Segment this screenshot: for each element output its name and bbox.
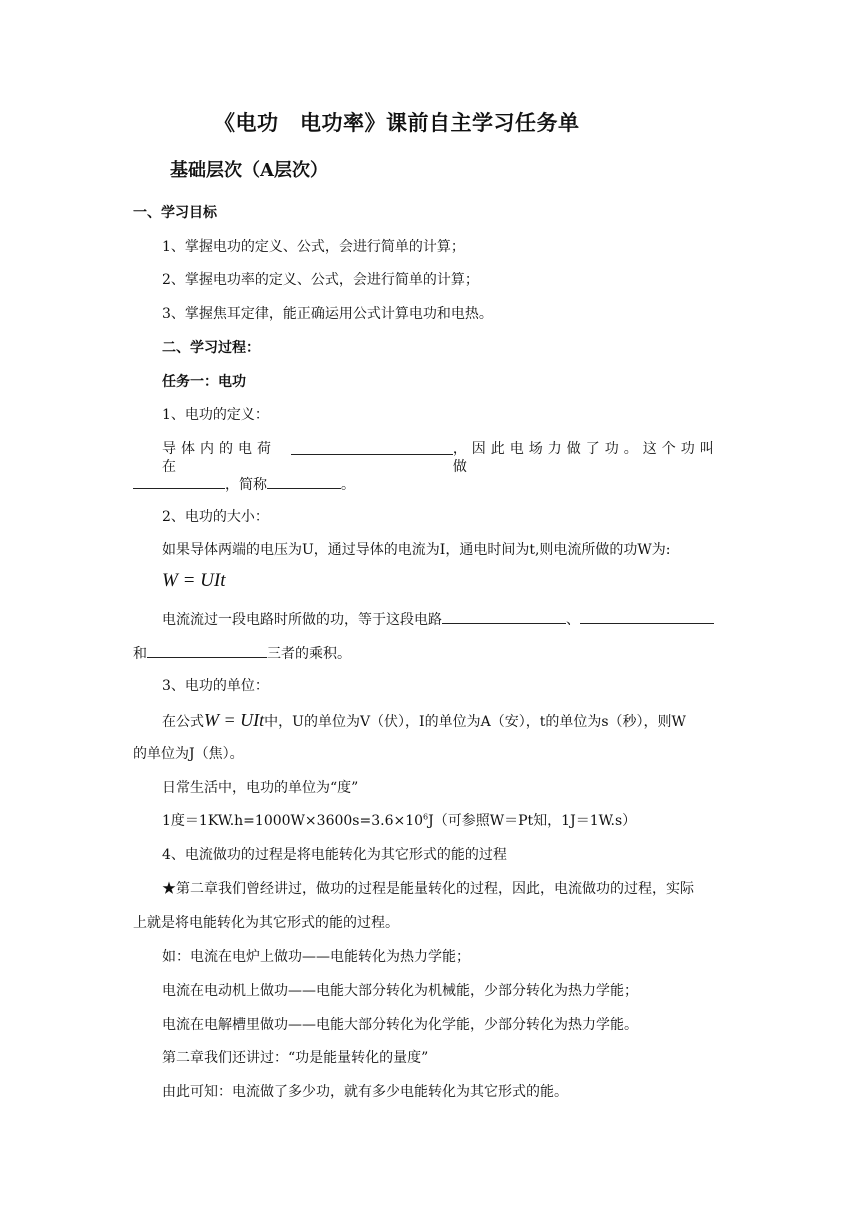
size-text-a: 电流流过一段电路时所做的功，等于这段电路 bbox=[162, 612, 442, 628]
unit-title: 3、电功的单位： bbox=[162, 678, 269, 694]
goal-item-1: 1、掌握电功的定义、公式，会进行简单的计算； bbox=[162, 239, 465, 255]
example-1: 如：电流在电炉上做功——电能转化为热力学能； bbox=[162, 949, 470, 965]
level-heading: 基础层次（A层次） bbox=[170, 160, 328, 181]
definition-text-d: 。 bbox=[341, 477, 355, 493]
definition-title: 1、电功的定义： bbox=[162, 407, 269, 423]
definition-text-b: ，因此电场力做了功。这个功叫做 bbox=[452, 441, 719, 475]
degree-conversion bbox=[162, 812, 636, 830]
degree-text-b: J（可参照W＝Pt知，1J＝1W.s） bbox=[428, 813, 637, 829]
size-description: 如果导体两端的电压为U，通过导体的电流为I，通电时间为t,则电流所做的功W为: bbox=[162, 542, 671, 558]
size-title: 2、电功的大小： bbox=[162, 509, 269, 525]
definition-blank-2[interactable] bbox=[133, 474, 225, 489]
definition-blank-3[interactable] bbox=[267, 474, 341, 489]
conclusion: 由此可知：电流做了多少功，就有多少电能转化为其它形式的能。 bbox=[162, 1084, 568, 1100]
unit-line-2: 的单位为J（焦）。 bbox=[133, 746, 244, 762]
size-line-1 bbox=[162, 609, 714, 629]
page-title: 《电功 电功率》课前自主学习任务单 bbox=[214, 110, 580, 135]
measure-statement: 第二章我们还讲过：“功是能量转化的量度” bbox=[162, 1050, 429, 1066]
definition-text-c: ，简称 bbox=[225, 477, 267, 493]
degree-text-a: 1度＝1KW.h=1000W×3600s=3.6×10 bbox=[162, 813, 424, 829]
work-formula: W = UIt bbox=[162, 570, 226, 591]
star-line-1: ★第二章我们曾经讲过，做功的过程是能量转化的过程，因此，电流做功的过程，实际 bbox=[162, 881, 694, 897]
size-blank-2[interactable] bbox=[580, 609, 714, 624]
size-line-2 bbox=[133, 643, 351, 663]
process-title: 4、电流做功的过程是将电能转化为其它形式的能的过程 bbox=[162, 847, 507, 863]
unit-line-1 bbox=[162, 711, 686, 731]
size-text-c: 和 bbox=[133, 646, 147, 662]
size-blank-1[interactable] bbox=[442, 609, 566, 624]
degree-exponent: 6 bbox=[423, 812, 429, 822]
definition-blank-1[interactable] bbox=[291, 440, 452, 455]
unit-text-a: 在公式 bbox=[162, 714, 204, 730]
definition-line-2 bbox=[133, 474, 355, 494]
example-3: 电流在电解槽里做功——电能大部分转化为化学能，少部分转化为热力学能。 bbox=[162, 1017, 638, 1033]
definition-text-a: 导体内的电荷在 bbox=[162, 441, 276, 475]
size-blank-3[interactable] bbox=[147, 643, 267, 658]
task-heading: 任务一：电功 bbox=[162, 374, 246, 390]
section-heading-goals: 一、学习目标 bbox=[133, 205, 217, 221]
size-text-d: 三者的乘积。 bbox=[267, 646, 351, 662]
definition-line-1 bbox=[162, 440, 730, 476]
section-heading-process: 二、学习过程： bbox=[162, 340, 260, 356]
star-line-2: 上就是将电能转化为其它形式的能的过程。 bbox=[133, 915, 399, 931]
unit-text-b: 中，U的单位为V（伏），I的单位为A（安），t的单位为s（秒），则W bbox=[264, 714, 686, 730]
goal-item-3: 3、掌握焦耳定律，能正确运用公式计算电功和电热。 bbox=[162, 306, 493, 322]
goal-item-2: 2、掌握电功率的定义、公式，会进行简单的计算； bbox=[162, 272, 479, 288]
unit-formula: W = UIt bbox=[204, 710, 265, 730]
example-2: 电流在电动机上做功——电能大部分转化为机械能，少部分转化为热力学能； bbox=[162, 983, 638, 999]
daily-unit: 日常生活中，电功的单位为“度” bbox=[162, 780, 359, 796]
size-text-b: 、 bbox=[566, 612, 580, 628]
